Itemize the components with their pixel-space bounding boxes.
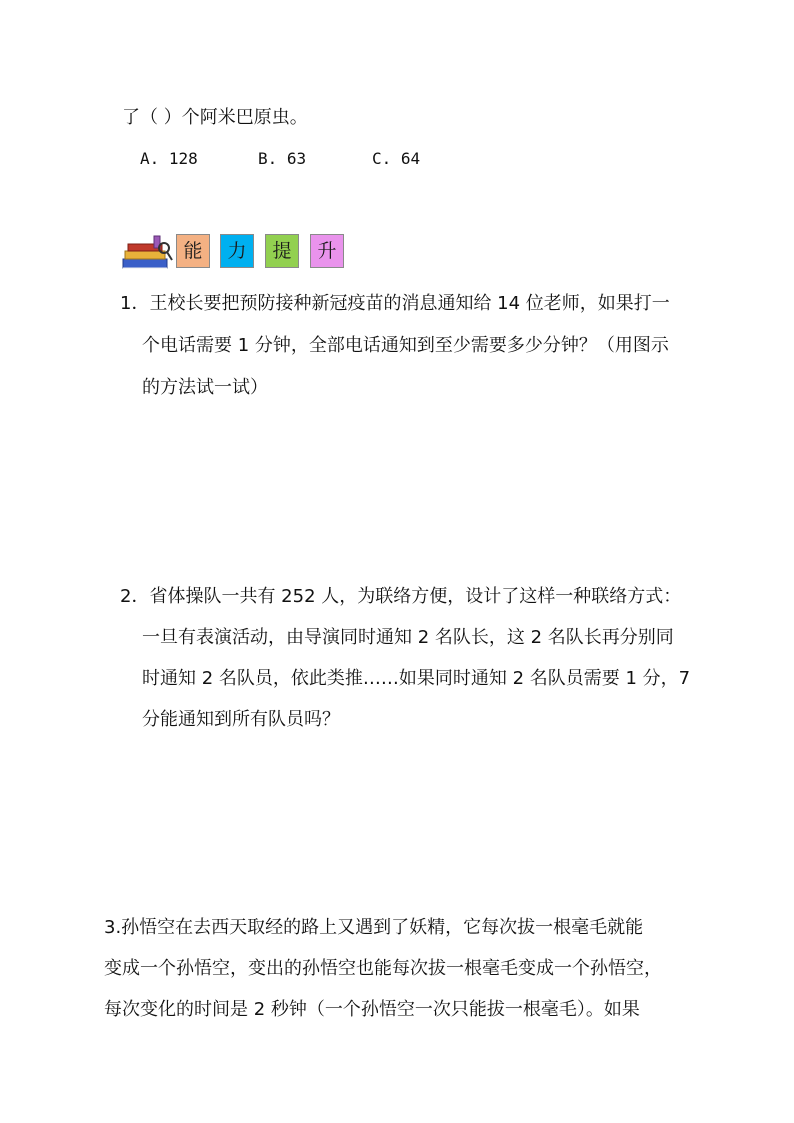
question-continuation: 了（ ）个阿米巴原虫。 — [122, 107, 308, 128]
option-b[interactable]: B. 63 — [258, 149, 307, 168]
banner-tile-li: 力 — [220, 234, 254, 268]
problem-3-line-1: 3.孙悟空在去西天取经的路上又遇到了妖精，它每次拔一根毫毛就能 — [104, 917, 644, 938]
problem-3-line-3: 每次变化的时间是 2 秒钟（一个孙悟空一次只能拔一根毫毛）。如果 — [104, 999, 640, 1020]
problem-1-line-2: 个电话需要 1 分钟，全部电话通知到至少需要多少分钟？（用图示 — [142, 335, 669, 356]
problem-1-line-1: 1．王校长要把预防接种新冠疫苗的消息通知给 14 位老师，如果打一 — [120, 293, 670, 314]
banner-tile-ti: 提 — [265, 234, 299, 268]
books-icon — [120, 234, 174, 272]
banner-tile-neng: 能 — [176, 234, 210, 268]
banner-tile-sheng: 升 — [310, 234, 344, 268]
problem-2-line-4: 分能通知到所有队员吗？ — [142, 709, 340, 730]
problem-2-line-2: 一旦有表演活动，由导演同时通知 2 名队长，这 2 名队长再分别同 — [142, 627, 674, 648]
option-c[interactable]: C. 64 — [372, 149, 421, 168]
option-a[interactable]: A. 128 — [140, 149, 198, 168]
problem-2-line-1: 2．省体操队一共有 252 人，为联络方便，设计了这样一种联络方式： — [120, 586, 682, 607]
problem-2-line-3: 时通知 2 名队员，依此类推……如果同时通知 2 名队员需要 1 分，7 — [142, 668, 691, 689]
problem-1-line-3: 的方法试一试） — [142, 377, 268, 398]
problem-3-line-2: 变成一个孙悟空，变出的孙悟空也能每次拔一根毫毛变成一个孙悟空， — [104, 958, 662, 979]
